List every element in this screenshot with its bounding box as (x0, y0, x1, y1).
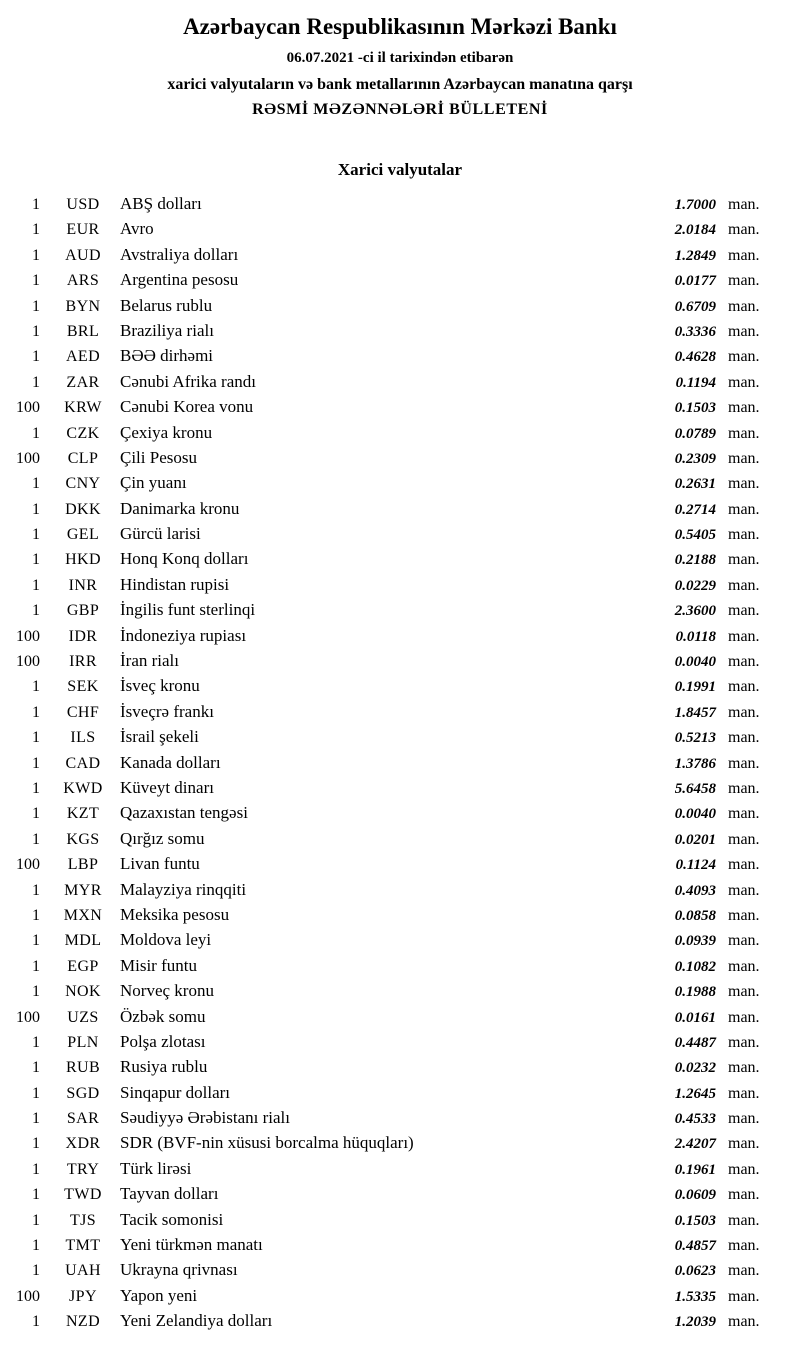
name-cell: İsveçrə frankı (120, 701, 214, 721)
qty-cell: 1 (32, 246, 40, 264)
qty-cell: 1 (32, 729, 40, 747)
rate-cell: 0.2188 (674, 552, 716, 569)
name-cell: BƏƏ dirhəmi (120, 346, 214, 366)
rate-cell: 0.0118 (675, 628, 716, 645)
rate-cell: 0.0177 (674, 273, 716, 290)
unit-cell: man. (728, 322, 760, 340)
rate-cell: 1.2039 (674, 1314, 716, 1331)
unit-cell: man. (728, 754, 760, 772)
unit-cell: man. (728, 272, 760, 290)
code-cell: HKD (65, 551, 101, 569)
rate-cell: 0.1988 (674, 984, 716, 1001)
code-cell: SEK (67, 678, 99, 696)
qty-cell: 1 (32, 1059, 40, 1077)
code-cell: TRY (66, 1160, 100, 1178)
name-cell: Çin yuanı (120, 473, 187, 493)
rate-cell: 2.4207 (674, 1136, 716, 1153)
rate-row (0, 445, 772, 470)
code-cell: MYR (64, 881, 102, 899)
rate-row (0, 1181, 772, 1206)
qty-cell: 100 (16, 449, 40, 467)
name-cell: İndoneziya rupiası (120, 625, 247, 645)
rate-row (0, 953, 772, 978)
name-cell: İsveç kronu (120, 676, 200, 696)
unit-cell: man. (728, 297, 760, 315)
unit-cell: man. (728, 500, 760, 518)
name-cell: Səudiyyə Ərəbistanı rialı (120, 1108, 290, 1128)
code-cell: AED (65, 348, 101, 366)
name-cell: Kanada dolları (120, 752, 221, 772)
unit-cell: man. (728, 830, 760, 848)
name-cell: Tacik somonisi (120, 1209, 224, 1229)
rate-row (0, 1029, 772, 1054)
rate-cell: 0.1124 (675, 857, 716, 874)
name-cell: SDR (BVF-nin xüsusi borcalma hüquqları) (120, 1133, 414, 1153)
name-cell: Özbək somu (120, 1006, 206, 1026)
rate-row (0, 1004, 772, 1029)
unit-cell: man. (728, 1084, 760, 1102)
rate-row (0, 1105, 772, 1130)
rate-row (0, 369, 772, 394)
rate-cell: 0.3336 (674, 323, 716, 340)
code-cell: GBP (66, 602, 100, 620)
code-cell: KGS (66, 830, 100, 848)
name-cell: Türk lirəsi (120, 1158, 192, 1178)
name-cell: Yeni türkmən manatı (120, 1235, 263, 1255)
name-cell: Tayvan dolları (120, 1184, 219, 1204)
rate-row (0, 775, 772, 800)
header (0, 13, 800, 119)
rate-cell: 0.0623 (674, 1263, 716, 1280)
code-cell: KRW (64, 399, 102, 417)
name-cell: Honq Konq dolları (120, 549, 249, 569)
name-cell: Polşa zlotası (120, 1031, 206, 1051)
rate-cell: 0.4857 (674, 1238, 716, 1255)
rate-row (0, 648, 772, 673)
unit-cell: man. (728, 449, 760, 467)
name-cell: ABŞ dolları (120, 194, 202, 213)
code-cell: MXN (63, 906, 103, 924)
qty-cell: 1 (32, 983, 40, 1001)
rate-cell: 0.1961 (674, 1161, 716, 1178)
name-cell: Meksika pesosu (120, 904, 230, 924)
rate-row (0, 496, 772, 521)
name-cell: Avstraliya dolları (120, 244, 239, 264)
bulletin-title: RƏSMİ MƏZƏNNƏLƏRİ BÜLLETENİ (252, 101, 548, 118)
unit-cell: man. (728, 627, 760, 645)
rate-row (0, 1080, 772, 1105)
code-cell: KZT (66, 805, 100, 823)
unit-cell: man. (728, 1313, 760, 1331)
unit-cell: man. (728, 551, 760, 569)
rate-cell: 0.2631 (674, 476, 716, 493)
rate-row (0, 877, 772, 902)
qty-cell: 1 (32, 779, 40, 797)
qty-cell: 100 (16, 627, 40, 645)
qty-cell: 1 (32, 322, 40, 340)
unit-cell: man. (728, 1160, 760, 1178)
unit-cell: man. (728, 348, 760, 366)
name-cell: Norveç kronu (120, 981, 214, 1001)
rate-cell: 0.0858 (674, 907, 716, 924)
unit-cell: man. (728, 983, 760, 1001)
code-cell: JPY (69, 1287, 97, 1305)
code-cell: TJS (69, 1211, 97, 1229)
unit-cell: man. (728, 1059, 760, 1077)
rate-row (0, 343, 772, 368)
qty-cell: 1 (32, 1160, 40, 1178)
rate-cell: 0.4487 (674, 1034, 716, 1051)
rate-row (0, 318, 772, 343)
rate-cell: 2.3600 (674, 603, 716, 620)
unit-cell: man. (728, 881, 760, 899)
rate-row (0, 927, 772, 952)
qty-cell: 1 (32, 1135, 40, 1153)
code-cell: CAD (65, 754, 101, 772)
unit-cell: man. (728, 703, 760, 721)
rate-cell: 0.1082 (674, 958, 716, 975)
name-cell: Belarus rublu (120, 295, 213, 315)
code-cell: EUR (66, 221, 100, 239)
code-cell: SAR (66, 1110, 100, 1128)
qty-cell: 1 (32, 196, 40, 213)
rate-row (0, 724, 772, 749)
unit-cell: man. (728, 906, 760, 924)
qty-cell: 1 (32, 1084, 40, 1102)
code-cell: MDL (64, 932, 102, 950)
rate-cell: 1.8457 (674, 704, 716, 721)
name-cell: Cənubi Afrika randı (120, 371, 256, 391)
rate-cell: 5.6458 (674, 780, 716, 797)
rate-row (0, 1257, 772, 1282)
name-cell: Moldova leyi (120, 930, 212, 950)
code-cell: EGP (67, 957, 99, 975)
qty-cell: 1 (32, 1110, 40, 1128)
code-cell: INR (68, 576, 98, 594)
code-cell: LBP (67, 856, 99, 874)
name-cell: Danimarka kronu (120, 498, 240, 518)
unit-cell: man. (728, 1186, 760, 1204)
code-cell: KWD (63, 779, 103, 797)
code-cell: UZS (67, 1008, 99, 1026)
qty-cell: 1 (32, 1033, 40, 1051)
unit-cell: man. (728, 526, 760, 544)
code-cell: GEL (66, 526, 100, 544)
name-cell: İran rialı (120, 651, 179, 671)
unit-cell: man. (728, 424, 760, 442)
effective-date-line: 06.07.2021 -ci il tarixindən etibarən (286, 50, 514, 66)
rate-row (0, 420, 772, 445)
qty-cell: 1 (32, 830, 40, 848)
unit-cell: man. (728, 653, 760, 671)
code-cell: RUB (65, 1059, 101, 1077)
unit-cell: man. (728, 373, 760, 391)
code-cell: TWD (64, 1186, 102, 1204)
rate-row (0, 978, 772, 1003)
code-cell: USD (66, 196, 100, 213)
rate-cell: 0.0040 (674, 806, 716, 823)
code-cell: CNY (65, 475, 101, 493)
qty-cell: 1 (32, 678, 40, 696)
unit-cell: man. (728, 1211, 760, 1229)
name-cell: Qazaxıstan tengəsi (120, 803, 248, 823)
rate-cell: 0.5213 (674, 730, 716, 747)
rate-cell: 0.0789 (674, 425, 716, 442)
unit-cell: man. (728, 957, 760, 975)
rate-row (0, 216, 772, 241)
qty-cell: 1 (32, 703, 40, 721)
qty-cell: 1 (32, 526, 40, 544)
rate-cell: 0.0232 (674, 1060, 716, 1077)
unit-cell: man. (728, 221, 760, 239)
rate-row (0, 394, 772, 419)
rate-row (0, 242, 772, 267)
code-cell: CZK (66, 424, 100, 442)
rate-cell: 0.4533 (674, 1111, 716, 1128)
rate-row (0, 521, 772, 546)
rate-cell: 0.0201 (674, 831, 716, 848)
code-cell: DKK (65, 500, 101, 518)
code-cell: TMT (65, 1237, 101, 1255)
rate-row (0, 1156, 772, 1181)
qty-cell: 1 (32, 881, 40, 899)
code-cell: NOK (65, 983, 101, 1001)
code-cell: ZAR (66, 373, 100, 391)
rate-cell: 1.2645 (674, 1085, 716, 1102)
code-cell: IRR (69, 653, 97, 671)
unit-cell: man. (728, 779, 760, 797)
code-cell: ARS (66, 272, 100, 290)
rate-row (0, 800, 772, 825)
rate-row (0, 699, 772, 724)
qty-cell: 1 (32, 805, 40, 823)
qty-cell: 1 (32, 551, 40, 569)
code-cell: CLP (67, 449, 99, 467)
unit-cell: man. (728, 399, 760, 417)
rate-row (0, 1054, 772, 1079)
unit-cell: man. (728, 729, 760, 747)
code-cell: CHF (66, 703, 100, 721)
rate-row (0, 572, 772, 597)
unit-cell: man. (728, 1008, 760, 1026)
name-cell: Hindistan rupisi (120, 574, 230, 594)
unit-cell: man. (728, 1237, 760, 1255)
rate-cell: 0.5405 (674, 527, 716, 544)
name-cell: Avro (120, 219, 154, 239)
rate-row (0, 267, 772, 292)
rate-row (0, 293, 772, 318)
rate-cell: 1.5335 (674, 1288, 716, 1305)
rates-table (0, 191, 800, 1334)
rate-cell: 1.7000 (674, 197, 716, 213)
rate-cell: 0.0609 (674, 1187, 716, 1204)
name-cell: Çili Pesosu (120, 447, 197, 467)
rate-cell: 0.1194 (675, 374, 716, 391)
rate-cell: 0.1503 (674, 1212, 716, 1229)
code-cell: PLN (67, 1033, 99, 1051)
rate-cell: 0.6709 (674, 298, 716, 315)
rate-row (0, 1130, 772, 1155)
page-title: Azərbaycan Respublikasının Mərkəzi Bankı (183, 14, 617, 39)
rate-row (0, 470, 772, 495)
section-title: Xarici valyutalar (337, 160, 463, 179)
code-cell: NZD (65, 1313, 101, 1331)
rate-cell: 0.4628 (674, 349, 716, 366)
rate-row (0, 546, 772, 571)
name-cell: Küveyt dinarı (120, 777, 214, 797)
qty-cell: 1 (32, 602, 40, 620)
name-cell: İsrail şekeli (120, 727, 199, 747)
unit-cell: man. (728, 932, 760, 950)
subtitle: xarici valyutaların və bank metallarının Azərbaycan manatına qarşı (167, 76, 633, 93)
code-cell: BYN (65, 297, 101, 315)
name-cell: Ukrayna qrivnası (120, 1260, 238, 1280)
rate-row (0, 673, 772, 698)
code-cell: ILS (70, 729, 96, 747)
unit-cell: man. (728, 1262, 760, 1280)
name-cell: Livan funtu (120, 854, 200, 874)
rate-row (0, 826, 772, 851)
rate-cell: 2.0184 (674, 222, 716, 239)
qty-cell: 1 (32, 1186, 40, 1204)
qty-cell: 1 (32, 424, 40, 442)
rate-cell: 0.0161 (674, 1009, 716, 1026)
code-cell: IDR (68, 627, 98, 645)
rate-cell: 1.2849 (674, 247, 716, 264)
rate-row (0, 750, 772, 775)
rate-row (0, 1283, 772, 1308)
code-cell: XDR (65, 1135, 101, 1153)
code-cell: AUD (65, 246, 101, 264)
qty-cell: 1 (32, 348, 40, 366)
qty-cell: 1 (32, 1313, 40, 1331)
unit-cell: man. (728, 246, 760, 264)
rate-row (0, 191, 772, 216)
rate-row (0, 851, 772, 876)
code-cell: UAH (65, 1262, 101, 1280)
qty-cell: 100 (16, 399, 40, 417)
rate-row (0, 1207, 772, 1232)
qty-cell: 1 (32, 932, 40, 950)
qty-cell: 1 (32, 373, 40, 391)
rate-cell: 0.1503 (674, 400, 716, 417)
name-cell: İngilis funt sterlinqi (120, 600, 256, 620)
rate-cell: 0.2309 (674, 450, 716, 467)
rate-cell: 0.2714 (674, 501, 716, 518)
unit-cell: man. (728, 475, 760, 493)
qty-cell: 1 (32, 475, 40, 493)
rate-row (0, 1232, 772, 1257)
rate-cell: 0.0939 (674, 933, 716, 950)
name-cell: Argentina pesosu (120, 270, 239, 290)
rate-row (0, 902, 772, 927)
unit-cell: man. (728, 1033, 760, 1051)
rate-row (0, 623, 772, 648)
rate-cell: 0.4093 (674, 882, 716, 899)
rate-cell: 0.0040 (674, 654, 716, 671)
code-cell: SGD (66, 1084, 100, 1102)
qty-cell: 1 (32, 754, 40, 772)
qty-cell: 1 (32, 221, 40, 239)
unit-cell: man. (728, 1110, 760, 1128)
name-cell: Braziliya rialı (120, 320, 214, 340)
qty-cell: 1 (32, 906, 40, 924)
qty-cell: 1 (32, 500, 40, 518)
name-cell: Malayziya rinqqiti (120, 879, 247, 899)
qty-cell: 1 (32, 1262, 40, 1280)
qty-cell: 1 (32, 1237, 40, 1255)
qty-cell: 100 (16, 856, 40, 874)
unit-cell: man. (728, 805, 760, 823)
qty-cell: 1 (32, 1211, 40, 1229)
unit-cell: man. (728, 856, 760, 874)
rate-row (0, 1308, 772, 1333)
unit-cell: man. (728, 602, 760, 620)
name-cell: Çexiya kronu (120, 422, 213, 442)
unit-cell: man. (728, 576, 760, 594)
name-cell: Misir funtu (120, 955, 197, 975)
rate-cell: 1.3786 (674, 755, 716, 772)
rate-cell: 0.1991 (674, 679, 716, 696)
name-cell: Qırğız somu (120, 828, 205, 848)
unit-cell: man. (728, 196, 760, 213)
qty-cell: 1 (32, 272, 40, 290)
unit-cell: man. (728, 1287, 760, 1305)
qty-cell: 100 (16, 653, 40, 671)
name-cell: Gürcü larisi (120, 524, 201, 544)
qty-cell: 100 (16, 1287, 40, 1305)
name-cell: Yeni Zelandiya dolları (120, 1311, 273, 1331)
rate-row (0, 597, 772, 622)
qty-cell: 1 (32, 957, 40, 975)
rate-cell: 0.0229 (674, 577, 716, 594)
qty-cell: 1 (32, 576, 40, 594)
code-cell: BRL (66, 322, 100, 340)
unit-cell: man. (728, 1135, 760, 1153)
name-cell: Cənubi Korea vonu (120, 397, 254, 417)
name-cell: Sinqapur dolları (120, 1082, 231, 1102)
unit-cell: man. (728, 678, 760, 696)
qty-cell: 100 (16, 1008, 40, 1026)
name-cell: Rusiya rublu (120, 1057, 208, 1077)
name-cell: Yapon yeni (120, 1285, 198, 1305)
qty-cell: 1 (32, 297, 40, 315)
